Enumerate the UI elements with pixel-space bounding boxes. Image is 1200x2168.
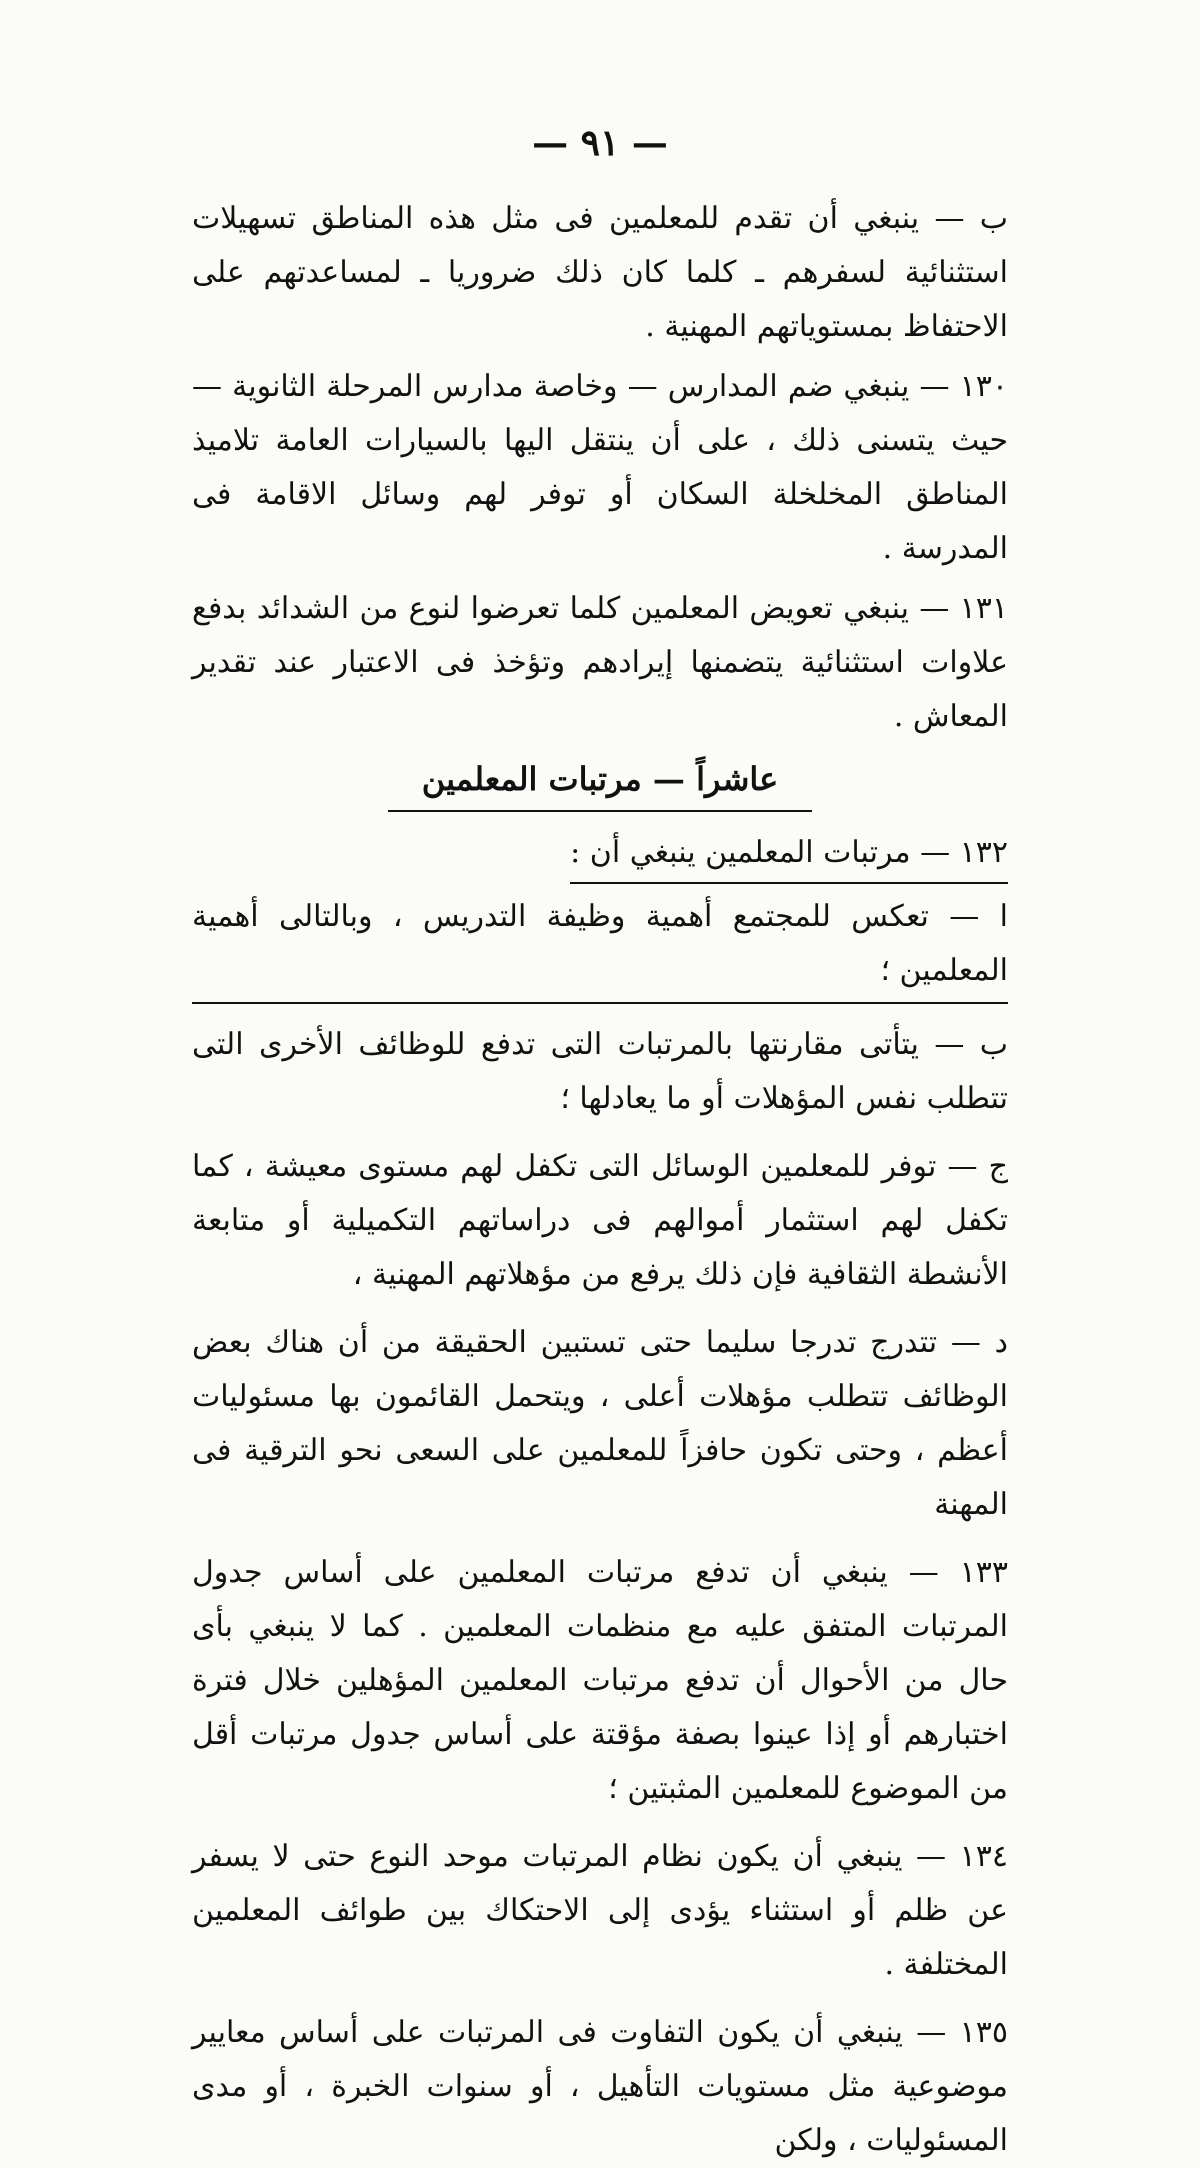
list-item-c: ج — توفر للمعلمين الوسائل التى تكفل لهم مستوى معيشة ، كما تكفل لهم استثمار أموالهم فى دراساتهم التكميلية أو متابعة الأنشطة الثقافية فإن ذلك يرفع من مؤهلاتهم المهنية ، [192, 1149, 1008, 1292]
document-body [192, 192, 1008, 2168]
paragraph-133: ١٣٣ — ينبغي أن تدفع مرتبات المعلمين على أساس جدول المرتبات المتفق عليه مع منظمات المعلمين . كما لا ينبغي بأى حال من الأحوال أن تدفع مرتبات المعلمين المؤهلين خلال فترة اختبارهم أو إذا عينوا بصفة مؤقتة على أساس جدول مرتبات أقل من الموضوع للمعلمين المثبتين ؛ [192, 1555, 1008, 1806]
paragraph-130: ١٣٠ — ينبغي ضم المدارس — وخاصة مدارس المرحلة الثانوية — حيث يتسنى ذلك ، على أن ينتقل اليها بالسيارات العامة تلاميذ المناطق المخلخلة السكان أو توفر لهم وسائل الاقامة فى المدرسة . [192, 369, 1008, 566]
page-number: — ٩١ — [532, 122, 668, 164]
list-item-b: ب — يتأتى مقارنتها بالمرتبات التى تدفع للوظائف الأخرى التى تتطلب نفس المؤهلات أو ما يعادلها ؛ [192, 1027, 1008, 1116]
paragraph-134: ١٣٤ — ينبغي أن يكون نظام المرتبات موحد النوع حتى لا يسفر عن ظلم أو استثناء يؤدى إلى الاحتكاك بين طوائف المعلمين المختلفة . [192, 1839, 1008, 1982]
section-heading [192, 752, 1008, 812]
paragraph-132-text: ١٣٢ — مرتبات المعلمين ينبغي أن : [570, 826, 1008, 884]
paragraph-135: ١٣٥ — ينبغي أن يكون التفاوت فى المرتبات على أساس معايير موضوعية مثل مستويات التأهيل ، أو سنوات الخبرة ، أو مدى المسئوليات ، ولكن [192, 2015, 1008, 2158]
section-heading-text: عاشراً — مرتبات المعلمين [388, 752, 813, 812]
paragraph-132 [192, 826, 1008, 884]
paragraph-131: ١٣١ — ينبغي تعويض المعلمين كلما تعرضوا لنوع من الشدائد بدفع علاوات استثنائية يتضمنها إيرادهم وتؤخذ فى الاعتبار عند تقدير المعاش . [192, 591, 1008, 734]
paragraph-b-travel: ب — ينبغي أن تقدم للمعلمين فى مثل هذه المناطق تسهيلات استثنائية لسفرهم ـ كلما كان ذلك ضروريا ـ لمساعدتهم على الاحتفاظ بمستوياتهم المهنية . [192, 201, 1008, 344]
list-item-d: د — تتدرج تدرجا سليما حتى تستبين الحقيقة من أن هناك بعض الوظائف تتطلب مؤهلات أعلى ، ويتحمل القائمون بها مسئوليات أعظم ، وحتى تكون حافزاً للمعلمين على السعى نحو الترقية فى المهنة [192, 1325, 1008, 1522]
list-item-a: ا — تعكس للمجتمع أهمية وظيفة التدريس ، وبالتالى أهمية المعلمين ؛ [192, 890, 1008, 1004]
